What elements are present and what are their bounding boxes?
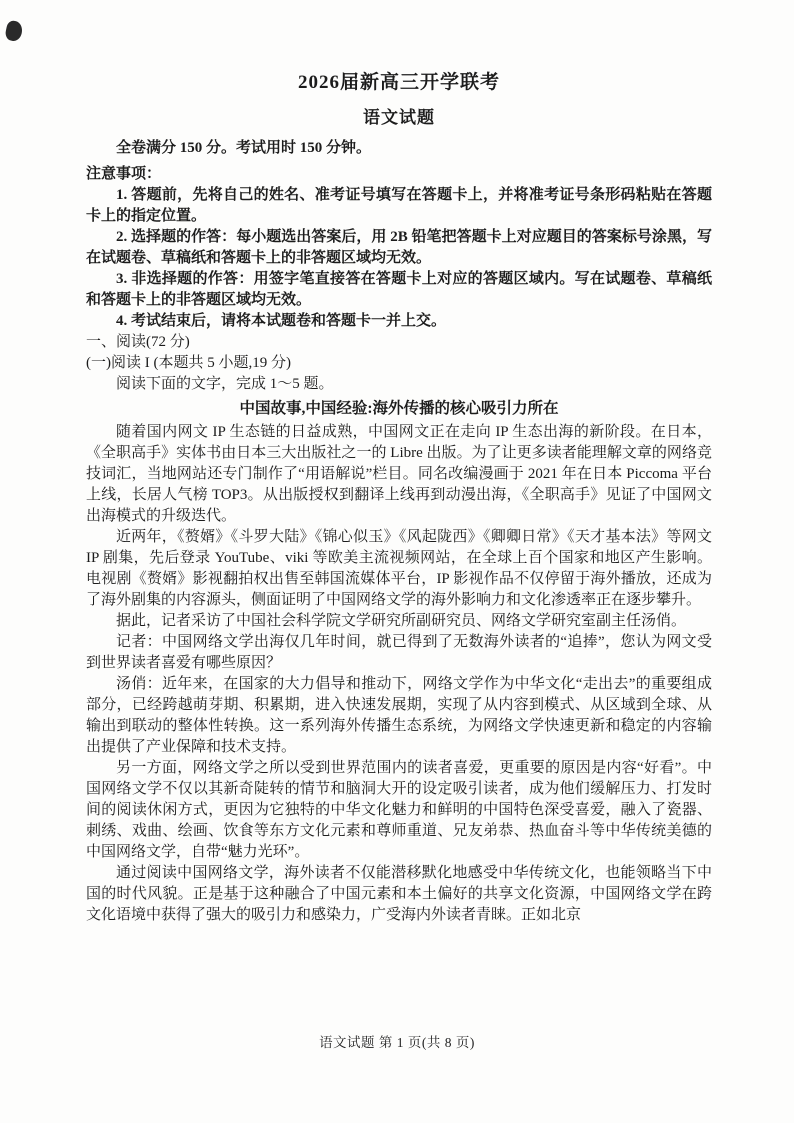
article-paragraph-6: 另一方面，网络文学之所以受到世界范围内的读者喜爱，更重要的原因是内容“好看”。中国网络文学不仅以其新奇陡转的情节和脑洞大开的设定吸引读者，成为他们缓解压力、打发时间的阅读休闲方式，更因为它独特的中华文化魅力和鲜明的中国特色深受喜爱，融入了瓷器、刺绣、戏曲、绘画、饮食等东方文化元素和尊师重道、兄友弟恭、热血奋斗等中华传统美德的中国网络文学，自带“魅力光环”。 xyxy=(86,760,712,860)
notice-heading: 注意事项： xyxy=(86,166,162,182)
notice-item-3: 3. 非选择题的作答：用签字笔直接答在答题卡上对应的答题区域内。写在试题卷、草稿纸和答题卡上的非答题区域均无效。 xyxy=(86,271,712,308)
article-paragraph-1: 随着国内网文 IP 生态链的日益成熟，中国网文正在走向 IP 生态出海的新阶段。在日本，《全职高手》实体书由日本三大出版社之一的 Libre 出版。为了让更多读者能理解文章的网络竞技词汇，当地网站还专门制作了“用语解说”栏目。同名改编漫画于 2021 年在日本 Piccoma 平台上线，长居人气榜 TOP3。从出版授权到翻译上线再到动漫出海，《全职高手》见证了中国网文出海模式的升级迭代。 xyxy=(86,424,712,524)
notice-item-1: 1. 答题前，先将自己的姓名、准考证号填写在答题卡上，并将准考证号条形码粘贴在答题卡上的指定位置。 xyxy=(86,187,712,224)
subsection-heading-reading-1: (一)阅读 I (本题共 5 小题,19 分) xyxy=(86,355,291,371)
subject-title: 语文试题 xyxy=(363,108,435,127)
score-line: 全卷满分 150 分。考试用时 150 分钟。 xyxy=(116,140,372,156)
notice-item-4: 4. 考试结束后，请将本试题卷和答题卡一并上交。 xyxy=(116,313,447,329)
notice-item-2: 2. 选择题的作答：每小题选出答案后，用 2B 铅笔把答题卡上对应题目的答案标号涂黑，写在试题卷、草稿纸和答题卡上的非答题区域均无效。 xyxy=(86,229,712,266)
article-paragraph-4: 记者：中国网络文学出海仅几年时间，就已得到了无数海外读者的“追捧”，您认为网文受到世界读者喜爱有哪些原因？ xyxy=(86,634,712,671)
article-paragraph-2: 近两年，《赘婿》《斗罗大陆》《锦心似玉》《风起陇西》《卿卿日常》《天才基本法》等网文 IP 剧集，先后登录 YouTube、viki 等欧美主流视频网站，在全球上百个国家和地区产生影响。电视剧《赘婿》影视翻拍权出售至韩国流媒体平台，IP 影视作品不仅停留于海外播放，还成为了海外剧集的内容源头，侧面证明了中国网络文学的海外影响力和文化渗透率正在逐步攀升。 xyxy=(86,529,712,608)
page-footer: 语文试题 第 1 页(共 8 页) xyxy=(319,1035,475,1050)
scan-artifact-mark xyxy=(4,20,24,43)
exam-title: 2026届新高三开学联考 xyxy=(297,72,500,93)
article-paragraph-7: 通过阅读中国网络文学，海外读者不仅能潜移默化地感受中华传统文化，也能领略当下中国的时代风貌。正是基于这种融合了中国元素和本土偏好的共享文化资源，中国网络文学在跨文化语境中获得了强大的吸引力和感染力，广受海内外读者青睐。正如北京 xyxy=(86,865,712,923)
section-heading-reading: 一、阅读(72 分) xyxy=(86,334,190,350)
article-paragraph-5: 汤俏：近年来，在国家的大力倡导和推动下，网络文学作为中华文化“走出去”的重要组成部分，已经跨越萌芽期、积累期，进入快速发展期，实现了从内容到模式、从区域到全球、从输出到联动的整体性转换。这一系列海外传播生态系统，为网络文学快速更新和稳定的内容输出提供了产业保障和技术支持。 xyxy=(86,676,712,755)
article-paragraph-3: 据此，记者采访了中国社会科学院文学研究所副研究员、网络文学研究室副主任汤俏。 xyxy=(116,613,687,629)
reading-instruction: 阅读下面的文字，完成 1～5 题。 xyxy=(116,376,334,392)
article-title: 中国故事,中国经验:海外传播的核心吸引力所在 xyxy=(239,400,559,417)
